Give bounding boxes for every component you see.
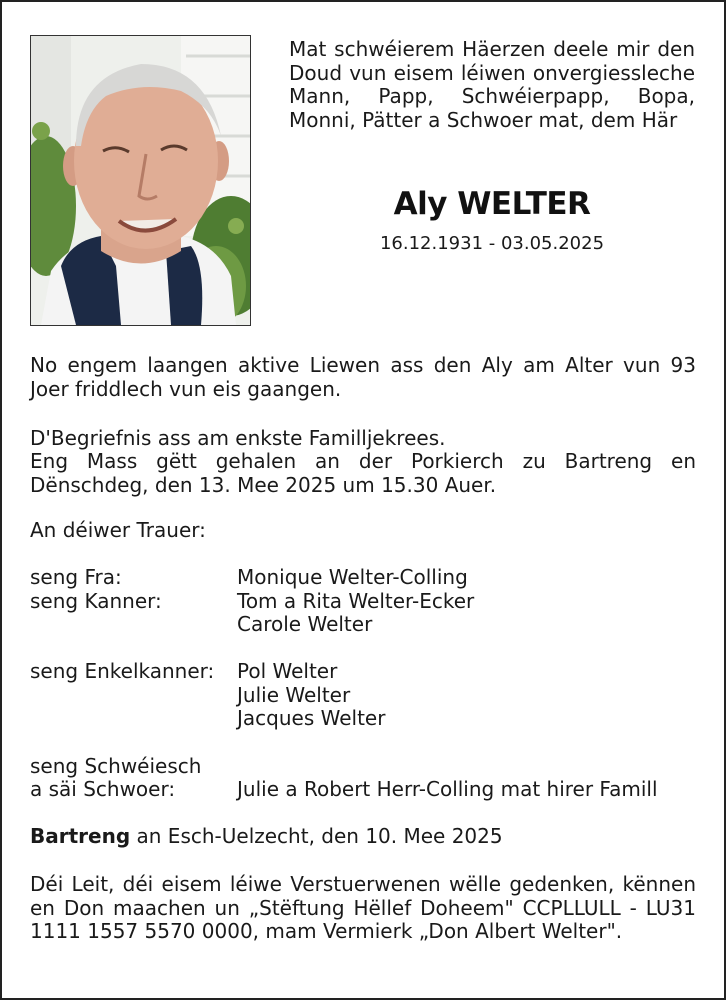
place-rest: an Esch-Uelzecht, den 10. Mee 2025: [130, 824, 503, 848]
portrait-photo: [30, 35, 251, 326]
sister-label-1: seng Schwéiesch: [30, 754, 202, 778]
wife-label: seng Fra:: [30, 565, 122, 589]
grandchild-name: Pol Welter: [237, 659, 338, 683]
grandchildren-label: seng Enkelkanner:: [30, 659, 215, 683]
child-name: Carole Welter: [237, 612, 373, 636]
life-paragraph: No engem laangen aktive Liewen ass den Aly am Alter vun 93 Joer friddlech vun eis gaangen.: [30, 353, 696, 401]
place-town: Bartreng: [30, 824, 131, 848]
child-name: Tom a Rita Welter-Ecker: [237, 589, 475, 613]
children-label: seng Kanner:: [30, 589, 162, 613]
grandchild-name: Julie Welter: [237, 683, 351, 707]
funeral-line-1: D'Begriefnis ass am enkste Familljekrees.: [30, 426, 446, 450]
life-dates: 16.12.1931 - 03.05.2025: [379, 233, 605, 254]
sister-name: Julie a Robert Herr-Colling mat hirer Famill: [237, 777, 658, 801]
funeral-line-2: Eng Mass gëtt gehalen an der Porkierch zu Bartreng en Dënschdeg, den 13. Mee 2025 um 15.30 Auer.: [30, 449, 696, 497]
wife-name: Monique Welter-Colling: [237, 565, 468, 589]
mourning-heading: An déiwer Trauer:: [30, 518, 206, 542]
grandchild-name: Jacques Welter: [237, 706, 386, 730]
place-date-line: [30, 825, 503, 849]
portrait-illustration: [31, 36, 250, 325]
deceased-name: Aly WELTER: [393, 186, 591, 222]
intro-text: Mat schwéierem Häerzen deele mir den Doud vun eisem léiwen onvergiessleche Mann, Papp, Schwéierpapp, Bopa, Monni, Pätter a Schwoer mat, dem Här: [289, 37, 695, 132]
donation-text: Déi Leit, déi eisem léiwe Verstuerwenen wëlle gedenken, kënnen en Don maachen un „Stëftung Hëllef Doheem" CCPLLULL - LU31 1111 1557 5570 0000, mam Vermierk „Don Albert Welter".: [30, 872, 696, 943]
sister-label-2: a säi Schwoer:: [30, 777, 176, 801]
